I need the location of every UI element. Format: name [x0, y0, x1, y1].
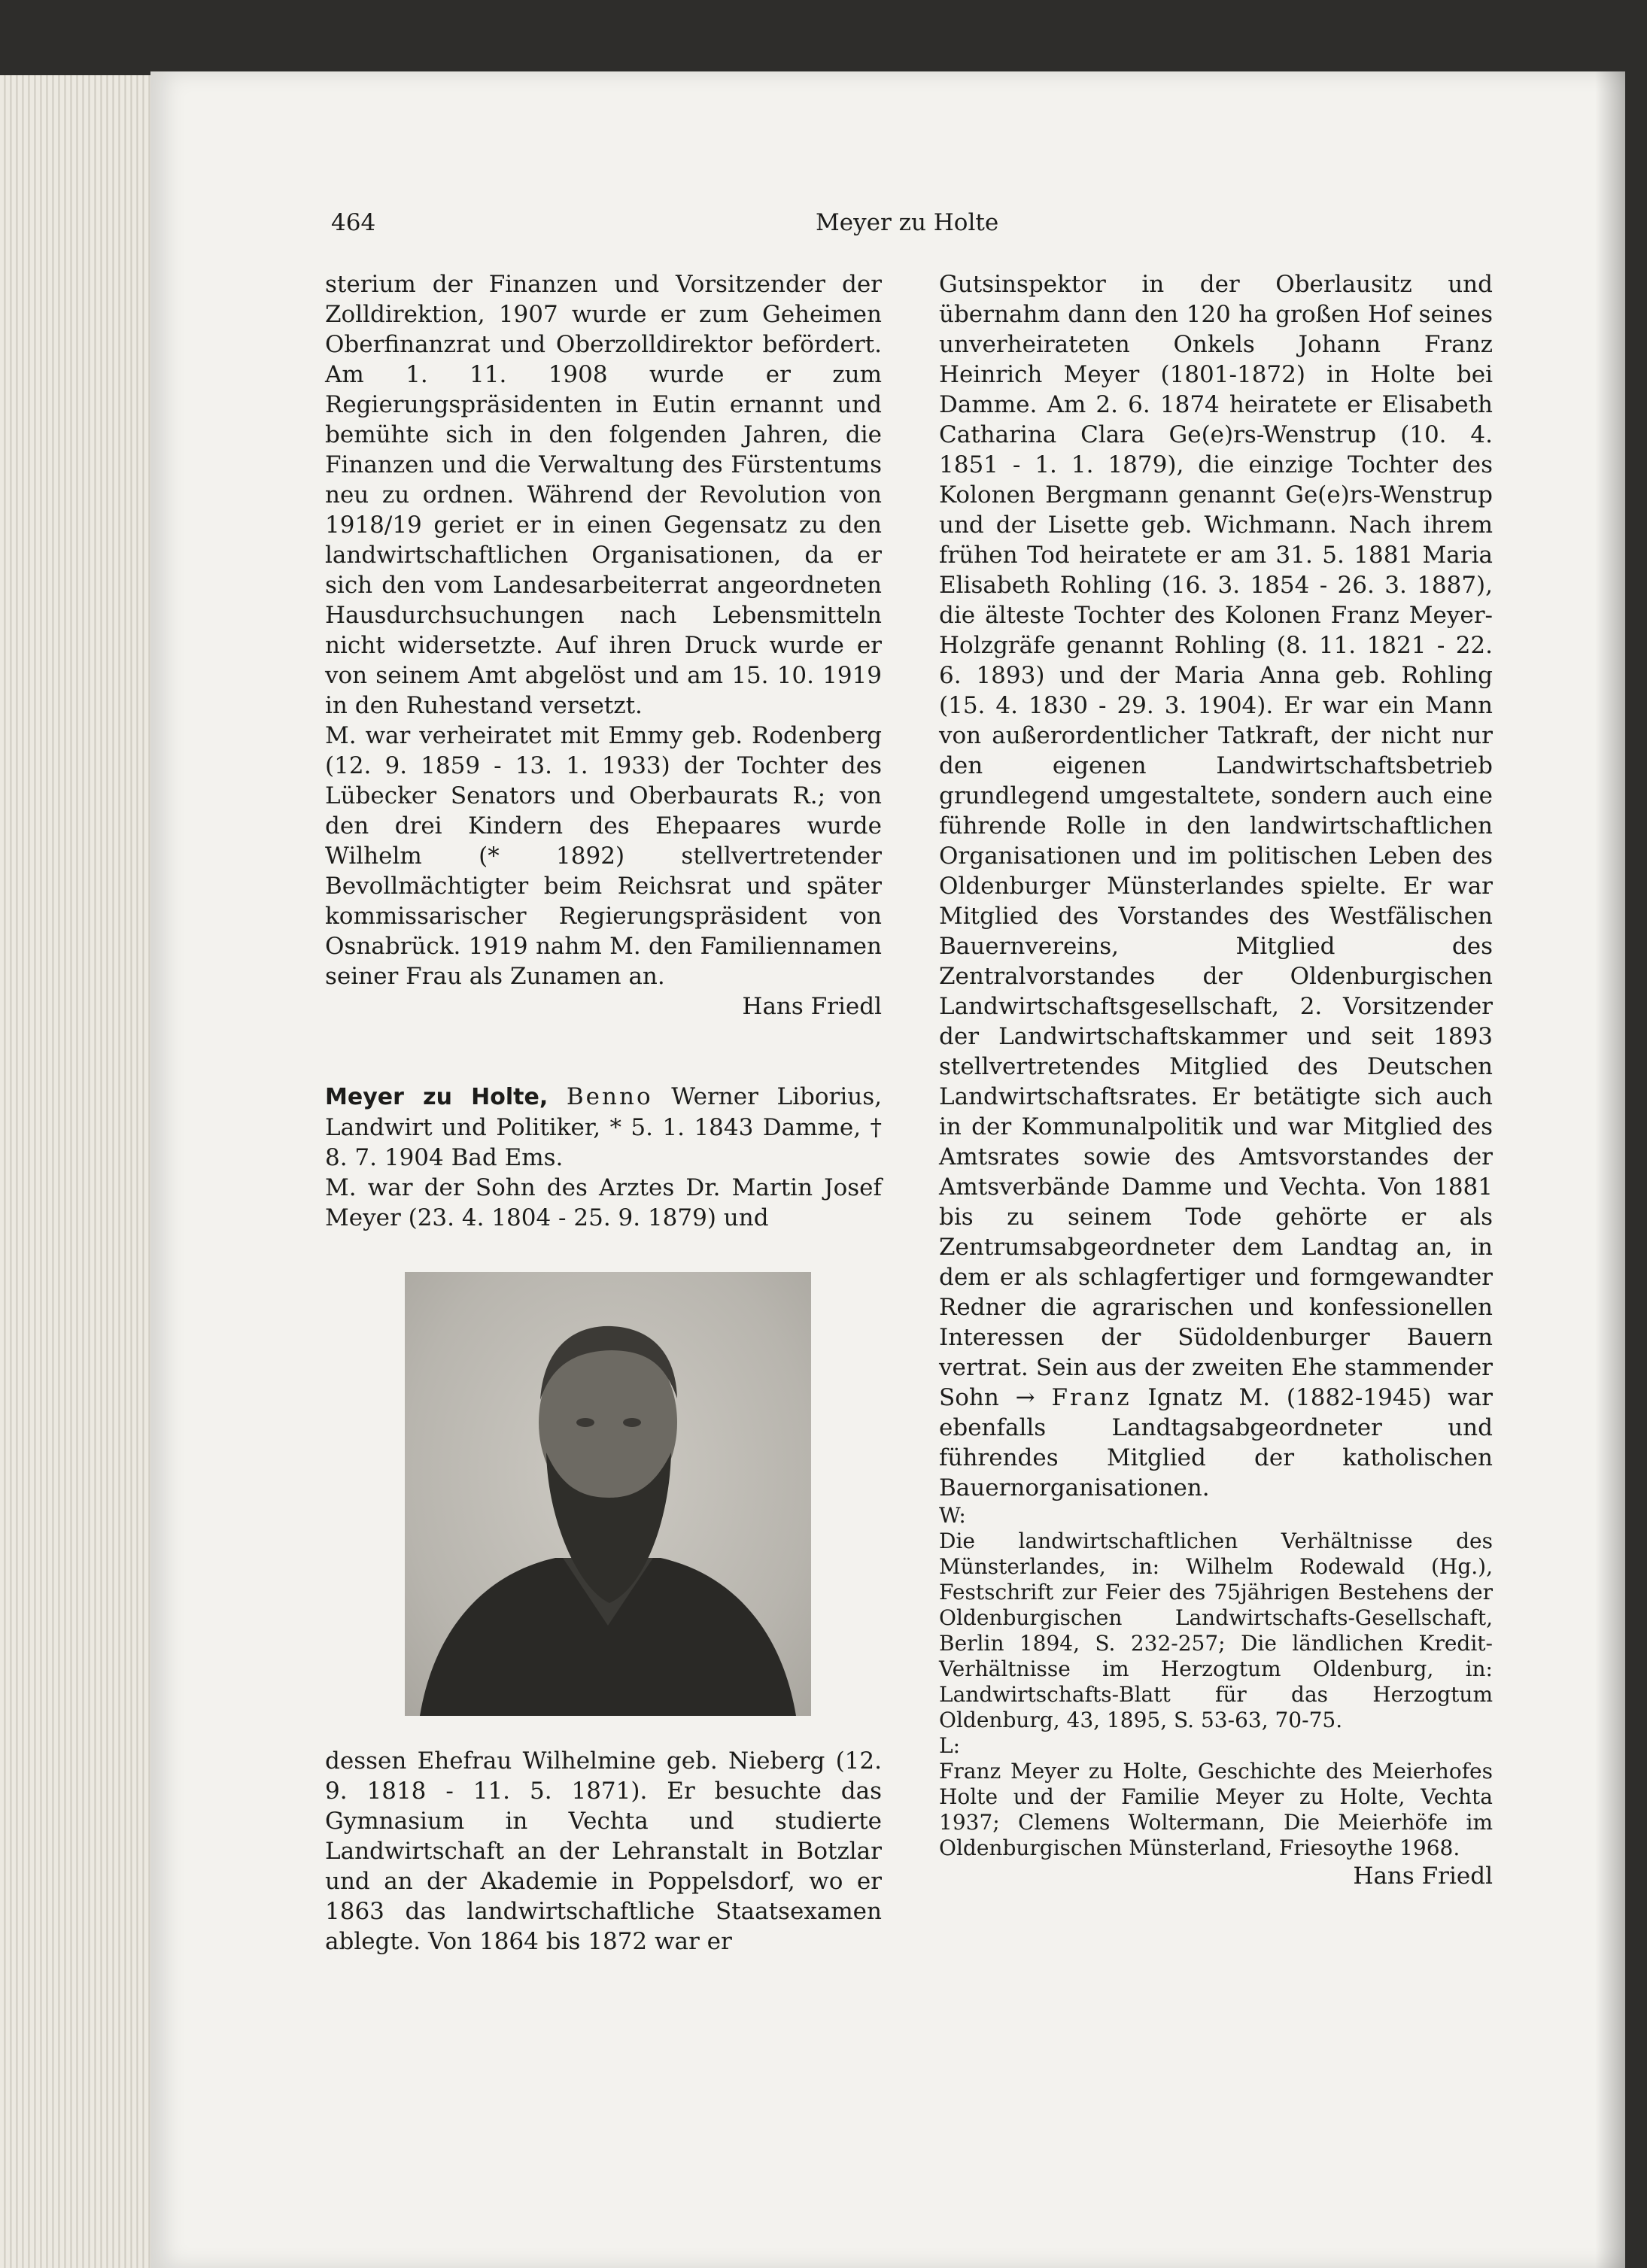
bibliography	[939, 1503, 1493, 1861]
works-list: Die landwirtschaftlichen Verhältnisse des Münsterlandes, in: Wilhelm Rodewald (Hg.), Festschrift zur Feier des 75jährigen Bestehens der Oldenburgischen Landwirtschafts-Gesellschaft, Berlin 1894, S. 232-257; Die ländlichen Kredit-Verhältnisse im Herzogtum Oldenburg, in: Landwirtschafts-Blatt für das Herzogtum Oldenburg, 43, 1895, S. 53-63, 70-75.	[939, 1529, 1493, 1732]
spacer	[325, 1022, 882, 1082]
left-column	[325, 269, 882, 1957]
literature-list: Franz Meyer zu Holte, Geschichte des Meierhofes Holte und der Familie Meyer zu Holte, Vechta 1937; Clemens Woltermann, Die Meierhöfe im Oldenburgischen Münsterland, Friesoythe 1968.	[939, 1759, 1493, 1860]
cross-reference-arrow: →	[1015, 1384, 1035, 1411]
portrait-photo	[405, 1272, 811, 1716]
entry-heading	[325, 1082, 882, 1173]
entry-given-name: Benno	[566, 1083, 653, 1110]
paragraph: dessen Ehefrau Wilhelmine geb. Nieberg (12. 9. 1818 - 11. 5. 1871). Er besuchte das Gymnasium in Vechta und studierte Landwirtschaft an der Lehranstalt in Botzlar und an der Akademie in Poppelsdorf, wo er 1863 das landwirtschaftliche Staatsexamen ablegte. Von 1864 bis 1872 war er	[325, 1747, 882, 1955]
running-title: Meyer zu Holte	[816, 209, 999, 236]
literature-label: L:	[939, 1733, 961, 1758]
entry-details: Werner Liborius, Landwirt und Politiker, * 5. 1. 1843 Damme, † 8. 7. 1904 Bad Ems.	[325, 1083, 882, 1171]
cross-reference-name: Franz	[1051, 1384, 1132, 1411]
paragraph: sterium der Finanzen und Vorsitzender der Zolldirektion, 1907 wurde er zum Geheimen Oberfinanzrat und Oberzolldirektor befördert. Am 1. 11. 1908 wurde er zum Regierungspräsidenten in Eutin ernannt und bemühte sich in den folgenden Jahren, die Finanzen und die Verwaltung des Fürstentums neu zu ordnen. Während der Revolution von 1918/19 geriet er in einen Gegensatz zu den landwirtschaftlichen Organisationen, da er sich den vom Landesarbeiterrat angeordneten Hausdurchsuchungen nach Lebensmitteln nicht widersetzte. Auf ihren Druck wurde er von seinem Amt abgelöst und am 15. 10. 1919 in den Ruhestand versetzt.	[325, 271, 882, 719]
portrait-figure	[405, 1272, 811, 1716]
book-page-edges	[0, 75, 158, 2268]
right-column	[939, 269, 1493, 1891]
paragraph-text: Ignatz M. (1882-1945) war ebenfalls Landtagsabgeordneter und führendes Mitglied der katholischen Bauernorganisationen.	[939, 1384, 1493, 1501]
author-signature: Hans Friedl	[742, 993, 882, 1020]
paragraph: M. war verheiratet mit Emmy geb. Rodenberg (12. 9. 1859 - 13. 1. 1933) der Tochter des Lübecker Senators und Oberbaurats R.; von den drei Kindern des Ehepaares wurde Wilhelm (* 1892) stellvertretender Bevollmächtigter beim Reichsrat und später kommissarischer Regierungspräsident von Osnabrück. 1919 nahm M. den Familiennamen seiner Frau als Zunamen an.	[325, 722, 882, 990]
author-signature: Hans Friedl	[1353, 1863, 1493, 1890]
works-label: W:	[939, 1503, 966, 1528]
entry-name: Meyer zu Holte,	[325, 1084, 548, 1110]
page-gutter-shadow	[1595, 71, 1625, 2268]
paragraph: M. war der Sohn des Arztes Dr. Martin Josef Meyer (23. 4. 1804 - 25. 9. 1879) und	[325, 1174, 882, 1231]
paragraph-text: Gutsinspektor in der Oberlausitz und übernahm dann den 120 ha großen Hof seines unverheirateten Onkels Johann Franz Heinrich Meyer (1801-1872) in Holte bei Damme. Am 2. 6. 1874 heiratete er Elisabeth Catharina Clara Ge(e)rs-Wenstrup (10. 4. 1851 - 1. 1. 1879), die einzige Tochter des Kolonen Bergmann genannt Ge(e)rs-Wenstrup und der Lisette geb. Wichmann. Nach ihrem frühen Tod heiratete er am 31. 5. 1881 Maria Elisabeth Rohling (16. 3. 1854 - 26. 3. 1887), die älteste Tochter des Kolonen Franz Meyer-Holzgräfe genannt Rohling (8. 11. 1821 - 22. 6. 1893) und der Maria Anna geb. Rohling (15. 4. 1830 - 29. 3. 1904). Er war ein Mann von außerordentlicher Tatkraft, der nicht nur den eigenen Landwirtschaftsbetrieb grundlegend umgestaltete, sondern auch eine führende Rolle in den landwirtschaftlichen Organisationen und im politischen Leben des Oldenburger Münsterlandes spielte. Er war Mitglied des Vorstandes des Westfälischen Bauernvereins, Mitglied des Zentralvorstandes der Oldenburgischen Landwirtschaftsgesellschaft, 2. Vorsitzender der Landwirtschaftskammer und seit 1893 stellvertretendes Mitglied des Deutschen Landwirtschaftsrates. Er betätigte sich auch in der Kommunalpolitik und war Mitglied des Amtsrates sowie des Amtsvorstandes der Amtsverbände Damme und Vechta. Von 1881 bis zu seinem Tode gehörte er als Zentrumsabgeordneter dem Landtag an, in dem er als schlagfertiger und formgewandter Redner die agrarischen und konfessionellen Interessen der Südoldenburger Bauern vertrat. Sein aus der zweiten Ehe stammender Sohn	[939, 271, 1493, 1411]
page-number: 464	[331, 209, 376, 236]
paragraph	[939, 269, 1493, 1503]
